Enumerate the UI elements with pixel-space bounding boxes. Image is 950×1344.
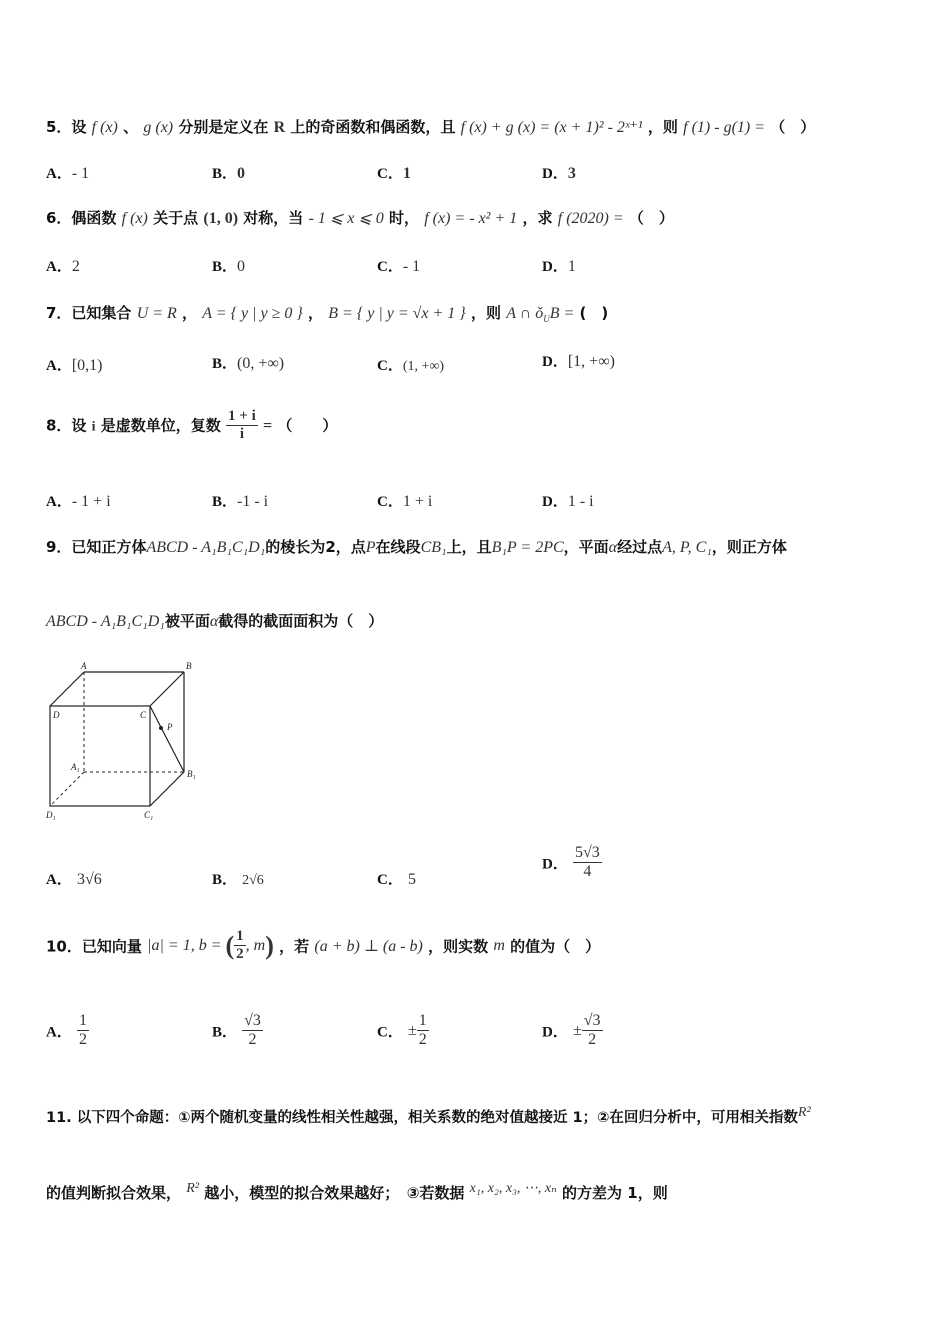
q7-option-c: C．(1, +∞) [377, 358, 445, 374]
q9-cube: ABCD - A₁B₁C₁D₁ [146, 539, 266, 556]
q8-i: i [91, 419, 96, 435]
q6-f: f (x) [121, 210, 148, 227]
q11-line2: 的值判断拟合效果， R² 越小，模型的拟合效果越好； ③若数据 x₁, x₂, x₃, ⋯, xₙ 的方差为 1，则 [46, 1181, 668, 1202]
q9-option-d: D． $\frac{5√3}{4}$ [542, 844, 600, 881]
q7-option-d: D．[1, +∞) [542, 353, 615, 370]
label-c1: C₁ [144, 810, 154, 820]
label-a: A [81, 661, 87, 671]
q5-stem: 5．设 f (x) 、 g (x) 分别是定义在 R 上的奇函数和偶函数，且 f (x) + g (x) = (x + 1)² - 2ˣ⁺¹ ，则 f (1) - g(1) = （ ） [46, 118, 816, 136]
q10-perpendicular: (a + b) ⊥ (a - b) [314, 937, 423, 955]
q10-stem: 10．已知向量 |a| = 1, b = ( $\frac{1}{2}$ , m) ，若 (a + b) ⊥ (a - b) ，则实数 m 的值为（ ） [46, 928, 601, 963]
q8-option-d: D．1 - i [542, 493, 594, 510]
q8-fraction: $\frac{1 + i}{i}$ [228, 408, 256, 443]
q11-line1: 11. 以下四个命题：①两个随机变量的线性相关性越强，相关系数的绝对值越接近 1；②在回归分析中，可用相关指数R² [46, 1105, 811, 1126]
q5-option-a: A．- 1 [46, 165, 90, 182]
q5-R: R [273, 119, 286, 136]
q6-option-d: D．1 [542, 258, 576, 275]
label-p: P [167, 722, 173, 732]
q9-stem-line2: ABCD - A₁B₁C₁D₁被平面α截得的截面面积为（ ） [46, 612, 384, 630]
q8-option-b: B．-1 - i [212, 493, 269, 510]
label-c: C [140, 710, 147, 720]
q5-option-b: B．0 [212, 165, 246, 182]
q10-option-a: A． $\frac{1}{2}$ [46, 1012, 87, 1049]
q5-option-d: D．3 [542, 165, 576, 182]
q6-point: (1, 0) [203, 210, 239, 227]
q5-f: f (x) [91, 119, 118, 136]
q7-ask: A ∩ ǒ [506, 305, 544, 322]
label-a1: A₁ [71, 762, 80, 772]
q5-option-c: C．1 [377, 165, 411, 182]
q7-set-a: A = { y | y ≥ 0 } [202, 305, 303, 322]
q9-option-b: B． 2√6 [212, 872, 264, 888]
q7-option-b: B．(0, +∞) [212, 355, 285, 372]
q7-stem: 7．已知集合 U = R ， A = { y | y ≥ 0 } ， B = { y | y = √x + 1 } ，则 A ∩ $ǒ_UB$ = ( ) [46, 304, 609, 324]
q10-option-d: D． ± $\frac{√3}{2}$ [542, 1012, 601, 1049]
label-b: B [186, 661, 192, 671]
q6-ask: f (2020) = [557, 210, 624, 227]
q6-option-a: A．2 [46, 258, 80, 275]
q9-cube-2: ABCD - A₁B₁C₁D₁ [46, 613, 165, 630]
q8-stem: 8．设 i 是虚数单位，复数 $\frac{1 + i}{i}$ = （ ） [46, 408, 338, 443]
q5-equation: f (x) + g (x) = (x + 1)² - 2ˣ⁺¹ [460, 119, 643, 136]
q9-option-c: C． 5 [377, 871, 416, 888]
q6-stem: 6．偶函数 f (x) 关于点 (1, 0) 对称，当 - 1 ⩽ x ⩽ 0 时， f (x) = - x² + 1 ，求 f (2020) = （ ） [46, 209, 674, 227]
q5-g: g (x) [143, 119, 174, 136]
q10-vectors: |a| = 1, b = [147, 936, 226, 954]
q9-option-a: A． 3√6 [46, 871, 102, 888]
q9-cube-figure [40, 658, 210, 828]
label-b1: B₁ [187, 769, 196, 779]
q6-equation: f (x) = - x² + 1 [424, 210, 518, 227]
q6-option-b: B．0 [212, 258, 246, 275]
q7-universal-set: U = R [136, 305, 177, 322]
q9-stem-line1: 9．已知正方体ABCD - A₁B₁C₁D₁的棱长为2，点P在线段CB₁上，且B₁P = 2PC，平面α经过点A, P, C₁，则正方体 [46, 538, 787, 556]
q8-option-a: A．- 1 + i [46, 493, 111, 510]
q10-option-b: B． $\frac{√3}{2}$ [212, 1012, 261, 1049]
q6-option-c: C．- 1 [377, 258, 421, 275]
q5-ask: f (1) - g(1) = [683, 119, 766, 136]
q10-option-c: C． ± $\frac{1}{2}$ [377, 1012, 427, 1049]
q8-option-c: C．1 + i [377, 493, 433, 510]
label-d: D [53, 710, 60, 720]
q6-condition: - 1 ⩽ x ⩽ 0 [308, 210, 384, 227]
label-d1: D₁ [46, 810, 56, 820]
q7-option-a: A．[0,1) [46, 357, 103, 374]
q7-set-b: B = { y | y = √x + 1 } [328, 305, 466, 322]
